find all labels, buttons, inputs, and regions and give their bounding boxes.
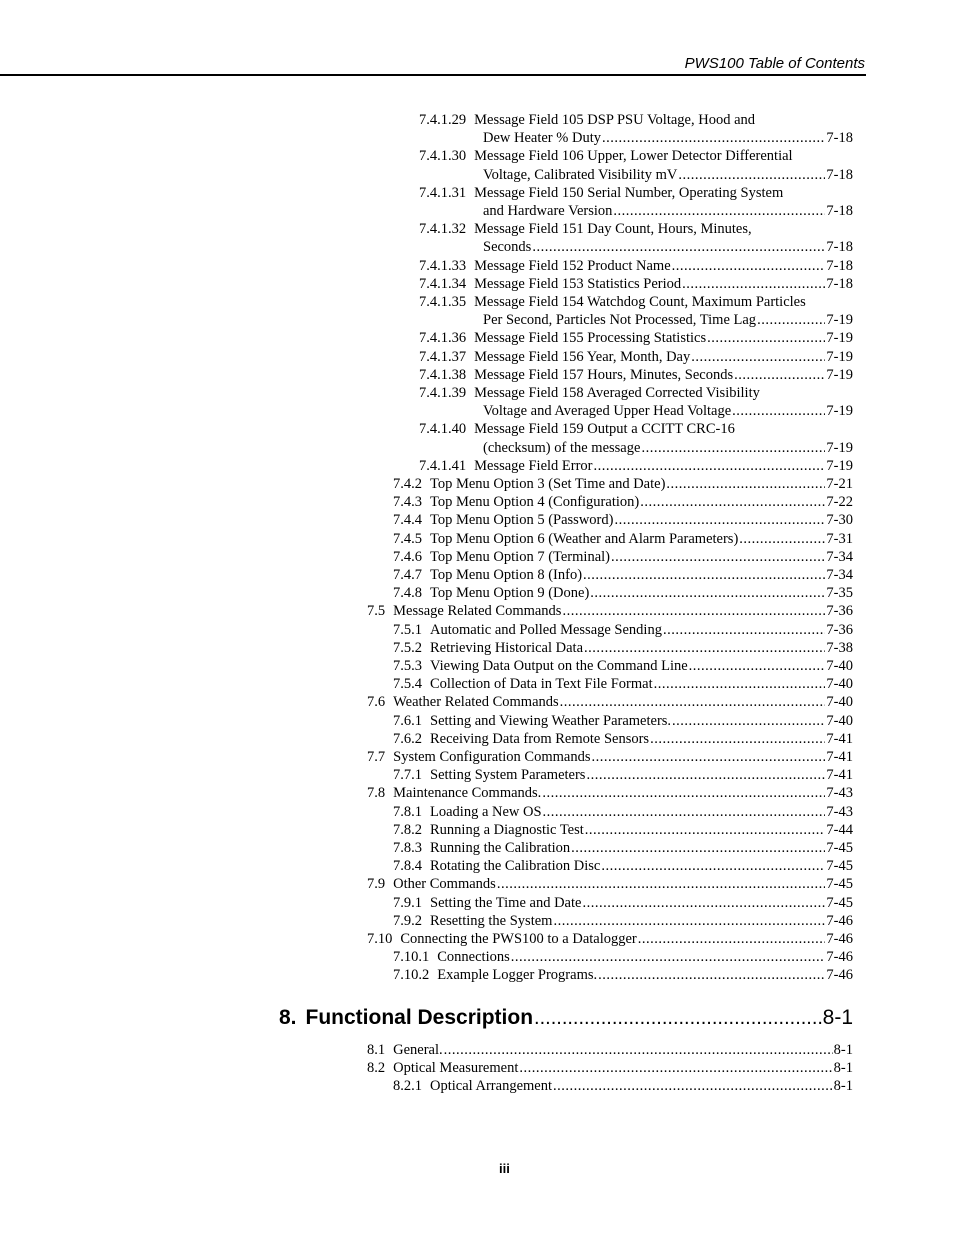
toc-entry-title: System Configuration Commands [393, 749, 591, 765]
toc-entry-title: Setting the Time and Date [430, 894, 582, 911]
toc-entry-number: 7.4.1.32 [419, 221, 467, 238]
leader-dots [598, 966, 825, 984]
toc-entry-number: 7.4.1.41 [419, 457, 467, 474]
toc-entry-page: 8-1 [833, 1042, 853, 1058]
toc-entry-number: 8.2.1 [393, 1078, 422, 1095]
toc-entry-title: Message Field 106 Upper, Lower Detector Differential [474, 148, 793, 165]
toc-entry-page: 7-18 [826, 130, 853, 147]
toc-entry[interactable] [419, 147, 853, 183]
leader-dots [614, 511, 825, 529]
toc-entry-title: Message Field 157 Hours, Minutes, Seconds [474, 366, 734, 383]
toc-entry-title: Maintenance Commands. [393, 785, 542, 802]
toc-entry-page: 7-38 [826, 639, 853, 656]
toc-entry[interactable] [393, 803, 853, 821]
toc-entry-page: 7-46 [826, 967, 853, 984]
leader-dots [689, 657, 826, 675]
toc-entry-title: Connecting the PWS100 to a Datalogger [400, 931, 637, 947]
toc-entry[interactable] [367, 1041, 853, 1059]
toc-entry-page: 7-46 [826, 949, 853, 966]
running-header: PWS100 Table of Contents [684, 55, 865, 72]
toc-entry-page: 7-18 [826, 239, 853, 256]
toc-entry-title: Message Field 150 Serial Number, Operating System [474, 184, 784, 201]
leader-dots [732, 402, 825, 420]
toc-entry[interactable] [419, 329, 853, 347]
toc-entry-page: 7-19 [826, 457, 853, 474]
toc-entry-title-continued: Dew Heater % Duty [483, 130, 601, 147]
leader-dots [553, 912, 825, 930]
leader-dots [571, 839, 825, 857]
toc-entry-number: 7.7.1 [393, 767, 422, 784]
toc-entry-number: 7.10.1 [393, 949, 430, 966]
toc-entry-title-continued: Voltage, Calibrated Visibility mV [483, 166, 678, 183]
toc-entry-title: Message Field 153 Statistics Period [474, 275, 682, 292]
toc-entry-title: Collection of Data in Text File Format [430, 676, 653, 693]
leader-dots [553, 1077, 833, 1095]
toc-entry[interactable] [419, 111, 853, 147]
toc-entry-title: Automatic and Polled Message Sending [430, 621, 662, 638]
toc-entry-page: 7-18 [826, 202, 853, 219]
leader-dots [640, 493, 825, 511]
toc-entry-page: 7-43 [826, 785, 853, 802]
toc-entry[interactable] [393, 493, 853, 511]
toc-entry-title: Example Logger Programs. [437, 967, 598, 984]
toc-entry[interactable] [393, 675, 853, 693]
toc-entry-title: Loading a New OS [430, 803, 542, 820]
toc-entry-title: Message Field 154 Watchdog Count, Maximum Particles [474, 294, 806, 310]
toc-entry-title: Message Field 158 Averaged Corrected Visibility [474, 385, 760, 401]
toc-entry-title: Connections [437, 949, 510, 966]
toc-entry[interactable] [419, 384, 853, 420]
toc-entry-number: 7.8.4 [393, 858, 422, 875]
toc-entry-title-continued: Seconds [483, 239, 532, 256]
leader-dots [543, 803, 826, 821]
toc-entry-number: 7.5.1 [393, 621, 422, 638]
leader-dots [444, 1041, 833, 1059]
toc-entry-page: 7-22 [826, 494, 853, 511]
leader-dots [650, 730, 825, 748]
toc-entry-number: 7.7 [367, 749, 386, 765]
toc-entry[interactable] [393, 657, 853, 675]
toc-entry-title: Optical Measurement [393, 1060, 519, 1077]
page-number: iii [499, 1161, 510, 1176]
toc-entry-page: 7-40 [826, 694, 853, 711]
toc-entry-page: 7-45 [826, 894, 853, 911]
leader-dots [757, 311, 825, 329]
toc-entry-title: Other Commands [393, 876, 496, 893]
toc-entry[interactable] [367, 875, 853, 893]
leader-dots [672, 257, 826, 275]
toc-entry-title: Retrieving Historical Data [430, 639, 584, 656]
leader-dots [638, 930, 826, 948]
leader-dots [734, 366, 825, 384]
toc-entry-title: Resetting the System [430, 912, 553, 929]
toc-entry-number: 7.4.1.30 [419, 148, 467, 165]
toc-entry-page: 7-18 [826, 275, 853, 292]
toc-entry-number: 7.4.2 [393, 476, 422, 492]
toc-entry[interactable] [393, 475, 853, 493]
leader-dots [532, 238, 825, 256]
toc-entry-title: Message Field 155 Processing Statistics [474, 330, 707, 347]
toc-entry-page: 7-19 [826, 348, 853, 365]
toc-entry[interactable] [393, 912, 853, 930]
toc-entry[interactable] [419, 366, 853, 384]
leader-dots [562, 602, 825, 620]
toc-entry-number: 7.9.2 [393, 912, 422, 929]
toc-entry-title: General. [393, 1042, 443, 1058]
toc-entry-page: 7-18 [826, 166, 853, 183]
toc-entry-number: 7.4.1.40 [419, 421, 467, 438]
toc-entry-page: 7-19 [826, 439, 853, 456]
toc-entry-number: 7.6.1 [393, 712, 422, 729]
toc-entry-page: 7-44 [826, 821, 853, 838]
toc-entry-title: Message Related Commands [393, 603, 562, 620]
toc-entry[interactable] [419, 348, 853, 366]
toc-entry-title: Receiving Data from Remote Sensors [430, 730, 650, 747]
toc-entry-page: 7-40 [826, 676, 853, 693]
toc-entry-page: 7-40 [826, 658, 853, 674]
toc-entry[interactable] [393, 821, 853, 839]
chapter-number: 8. [279, 1006, 297, 1029]
toc-entry[interactable] [393, 548, 853, 566]
toc-entry-page: 7-46 [826, 931, 853, 947]
toc-entry-title-continued: and Hardware Version [483, 202, 613, 219]
leader-dots [542, 784, 825, 802]
toc-entry[interactable] [367, 930, 853, 948]
toc-entry-number: 7.8 [367, 785, 386, 802]
toc-entry-title-continued: (checksum) of the message [483, 439, 641, 456]
toc-entry-number: 7.4.4 [393, 512, 422, 529]
toc-entry-page: 7-36 [826, 621, 853, 638]
toc-entry-number: 7.5.4 [393, 676, 422, 693]
toc-entry[interactable] [419, 220, 853, 256]
toc-entry-title: Top Menu Option 3 (Set Time and Date) [430, 476, 666, 492]
leader-dots [641, 439, 825, 457]
leader-dots [654, 675, 826, 693]
toc-entry-page: 7-43 [826, 803, 853, 820]
toc-entry-number: 7.8.1 [393, 803, 422, 820]
toc-entry[interactable] [393, 621, 853, 639]
toc-entry-page: 7-35 [826, 585, 853, 602]
toc-entry-page: 8-1 [833, 1078, 853, 1095]
toc-entry-title-continued: Per Second, Particles Not Processed, Time Lag [483, 312, 757, 329]
toc-entry-page: 7-46 [826, 912, 853, 929]
toc-entry[interactable] [393, 584, 853, 602]
toc-entry-title: Top Menu Option 5 (Password) [430, 512, 614, 529]
toc-entry-number: 7.5.3 [393, 658, 422, 674]
toc-entry-number: 7.6.2 [393, 730, 422, 747]
leader-dots [663, 621, 825, 639]
toc-entry-page: 7-21 [826, 476, 853, 492]
toc-entry-title: Weather Related Commands [393, 694, 559, 711]
leader-dots [560, 693, 826, 711]
leader-dots [534, 1007, 822, 1030]
chapter-page: 8-1 [822, 1006, 853, 1029]
toc-entry-title: Top Menu Option 4 (Configuration) [430, 494, 640, 511]
leader-dots [497, 875, 826, 893]
toc-entry-title: Message Field Error [474, 457, 593, 474]
toc-entry-number: 7.10.2 [393, 967, 430, 984]
toc-entry-page: 7-41 [826, 730, 853, 747]
leader-dots [666, 475, 825, 493]
toc-entry[interactable] [419, 457, 853, 475]
toc-entry-number: 7.6 [367, 694, 386, 711]
toc-entry-page: 7-45 [826, 840, 853, 856]
toc-entry-number: 7.4.5 [393, 530, 422, 547]
toc-entry-number: 7.5 [367, 603, 386, 620]
toc-entry-title: Viewing Data Output on the Command Line [430, 658, 688, 674]
toc-entry-page: 7-41 [826, 749, 853, 765]
toc-entry-title: Setting System Parameters [430, 767, 586, 784]
toc-entry-page: 7-18 [826, 257, 853, 274]
toc-entry-title: Setting and Viewing Weather Parameters. [430, 712, 672, 729]
toc-entry-title: Top Menu Option 7 (Terminal) [430, 548, 610, 565]
chapter-heading[interactable] [279, 1006, 853, 1030]
toc-entry-number: 7.4.1.31 [419, 184, 467, 201]
toc-entry-title: Running the Calibration [430, 840, 571, 856]
toc-entry[interactable] [393, 511, 853, 529]
toc-entry-number: 7.10 [367, 931, 393, 947]
leader-dots [678, 166, 825, 184]
toc-entry[interactable] [393, 530, 853, 548]
toc-entry[interactable] [393, 712, 853, 730]
leader-dots [611, 548, 825, 566]
toc-entry[interactable] [419, 184, 853, 220]
toc-entry-number: 7.8.3 [393, 840, 422, 856]
toc-entry-page: 7-34 [826, 567, 853, 583]
toc-entry-title: Message Field 151 Day Count, Hours, Minutes, [474, 221, 752, 238]
toc-entry[interactable] [419, 275, 853, 293]
toc-entry-number: 7.4.1.36 [419, 330, 467, 347]
leader-dots [691, 348, 825, 366]
toc-entry[interactable] [393, 730, 853, 748]
toc-entry-page: 7-19 [826, 403, 853, 420]
toc-entry-number: 7.4.6 [393, 548, 422, 565]
leader-dots [590, 584, 825, 602]
toc-entry[interactable] [393, 948, 853, 966]
toc-entry[interactable] [367, 602, 853, 620]
leader-dots [585, 821, 826, 839]
toc-entry-title: Top Menu Option 9 (Done) [430, 585, 590, 602]
chapter-title: Functional Description [305, 1006, 534, 1029]
leader-dots [586, 766, 825, 784]
toc-entry-page: 7-41 [826, 767, 853, 784]
toc-entry[interactable] [419, 257, 853, 275]
leader-dots [511, 948, 826, 966]
toc-entry-title: Message Field 156 Year, Month, Day [474, 348, 691, 365]
toc-entry-page: 7-19 [826, 330, 853, 347]
toc-entry-number: 7.8.2 [393, 821, 422, 838]
leader-dots [591, 748, 825, 766]
toc-entry-number: 7.9.1 [393, 894, 422, 911]
toc-entry[interactable] [367, 748, 853, 766]
header-rule [0, 74, 866, 76]
leader-dots [519, 1059, 832, 1077]
toc-entry[interactable] [367, 693, 853, 711]
toc-entry-number: 7.4.1.37 [419, 348, 467, 365]
leader-dots [682, 275, 825, 293]
leader-dots [613, 202, 825, 220]
toc-entry-number: 7.4.1.33 [419, 257, 467, 274]
toc-entry-title: Top Menu Option 8 (Info) [430, 567, 583, 583]
toc-entry[interactable] [393, 1077, 853, 1095]
toc-entry-title-continued: Voltage and Averaged Upper Head Voltage [483, 403, 732, 420]
toc-entry[interactable] [393, 857, 853, 875]
toc-entry[interactable] [419, 293, 853, 329]
toc-entry-page: 7-19 [826, 312, 853, 329]
toc-entry-title: Message Field 152 Product Name [474, 257, 671, 274]
toc-entry-page: 7-40 [826, 712, 853, 729]
toc-entry-number: 7.5.2 [393, 639, 422, 656]
toc-entry-number: 8.2 [367, 1060, 386, 1077]
leader-dots [584, 639, 825, 657]
toc-entry-page: 7-31 [826, 530, 853, 547]
leader-dots [594, 457, 826, 475]
toc-entry-number: 7.9 [367, 876, 386, 893]
leader-dots [582, 894, 825, 912]
toc-entry-number: 7.4.7 [393, 567, 422, 583]
leader-dots [672, 712, 825, 730]
toc-entry-number: 8.1 [367, 1042, 386, 1058]
toc-entry[interactable] [393, 839, 853, 857]
toc-entry-title: Optical Arrangement [430, 1078, 552, 1095]
leader-dots [602, 129, 825, 147]
leader-dots [583, 566, 825, 584]
toc-entry-number: 7.4.3 [393, 494, 422, 511]
toc-entry-title: Message Field 159 Output a CCITT CRC-16 [474, 421, 735, 438]
toc-entry-number: 7.4.1.29 [419, 112, 467, 128]
toc-entry[interactable] [419, 420, 853, 456]
leader-dots [601, 857, 825, 875]
toc-entry-number: 7.4.8 [393, 585, 422, 602]
toc-entry-page: 7-19 [826, 366, 853, 383]
toc-entry-page: 7-36 [826, 603, 853, 620]
leader-dots [739, 530, 825, 548]
toc-entry-title: Top Menu Option 6 (Weather and Alarm Parameters) [430, 530, 739, 547]
toc-entry[interactable] [393, 566, 853, 584]
leader-dots [707, 329, 825, 347]
toc-entry-title: Rotating the Calibration Disc [430, 858, 601, 875]
toc-entry-page: 8-1 [833, 1060, 853, 1077]
toc-entry-number: 7.4.1.35 [419, 294, 467, 310]
toc-entry-page: 7-45 [826, 876, 853, 893]
toc-entry[interactable] [367, 1059, 853, 1077]
toc-entry[interactable] [393, 639, 853, 657]
toc-entry[interactable] [393, 966, 853, 984]
toc-entry[interactable] [393, 766, 853, 784]
toc-entry-number: 7.4.1.39 [419, 385, 467, 401]
toc-entry-title: Message Field 105 DSP PSU Voltage, Hood and [474, 112, 756, 128]
toc-entry[interactable] [393, 894, 853, 912]
toc-entry-page: 7-30 [826, 512, 853, 529]
toc-entry-number: 7.4.1.34 [419, 275, 467, 292]
toc-entry[interactable] [367, 784, 853, 802]
toc-entry-page: 7-45 [826, 858, 853, 875]
toc-entry-title: Running a Diagnostic Test [430, 821, 584, 838]
toc-entry-page: 7-34 [826, 548, 853, 565]
toc-entry-number: 7.4.1.38 [419, 366, 467, 383]
